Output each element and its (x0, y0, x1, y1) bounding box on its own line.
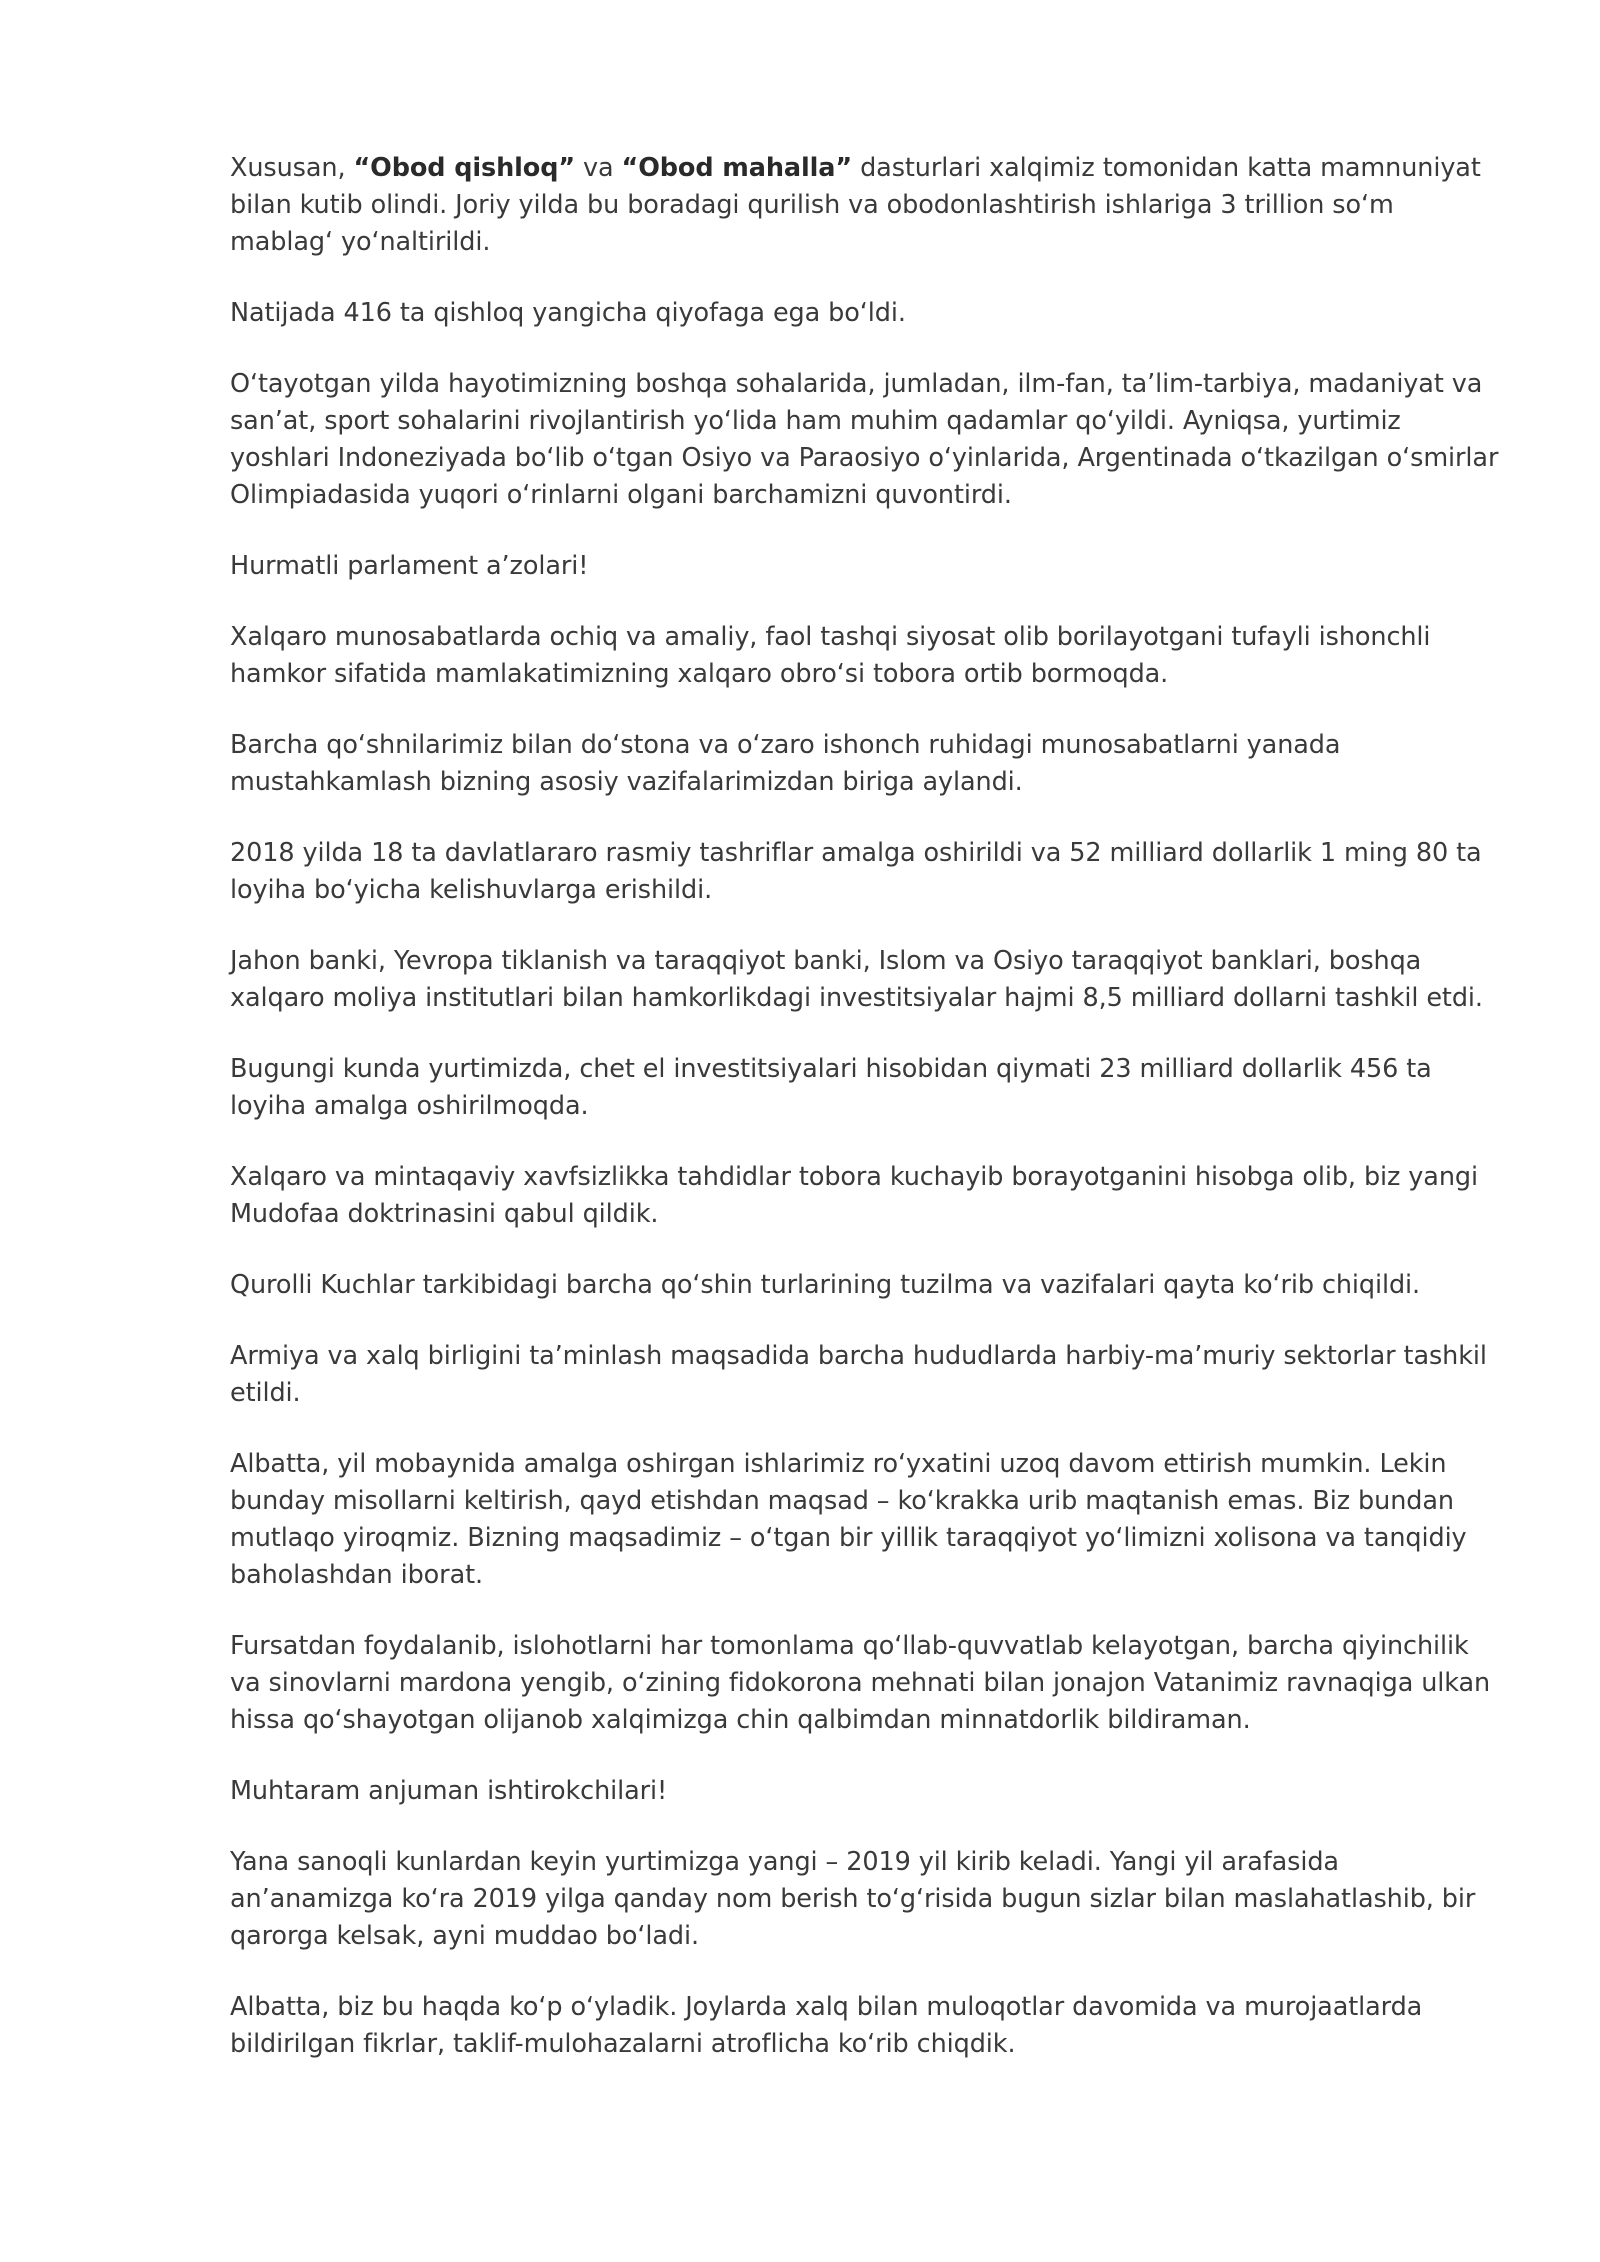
paragraph-11: Qurolli Kuchlar tarkibidagi barcha qo‘shin turlarining tuzilma va vazifalari qayta ko‘rib chiqildi. (230, 1270, 1421, 1300)
paragraph-1-rest: dasturlari xalqimiz tomonidan katta mamnuniyat bilan kutib olindi. Joriy yilda bu boradagi qurilish va obodonlashtirish ishlariga 3 trillion so‘m mablag‘ yo‘naltirildi. (230, 153, 1481, 257)
paragraph-7: 2018 yilda 18 ta davlatlararo rasmiy tashriflar amalga oshirildi va 52 milliard dollarlik 1 ming 80 ta loyiha bo‘yicha kelishuvlarga erishildi. (230, 838, 1482, 905)
paragraph-16: Yana sanoqli kunlardan keyin yurtimizga yangi – 2019 yil kirib keladi. Yangi yil arafasida an’anamizga ko‘ra 2019 yilga qanday nom berish to‘g‘risida bugun sizlar bilan maslahatlashib, bir qarorga kelsak, ayni muddao bo‘ladi. (230, 1847, 1476, 1951)
paragraph-14: Fursatdan foydalanib, islohotlarni har tomonlama qo‘llab-quvvatlab kelayotgan, barcha qiyinchilik va sinovlarni mardona yengib, o‘zining fidokorona mehnati bilan jonajon Vatanimiz ravnaqiga ulkan hissa qo‘shayotgan olijanob xalqimizga chin qalbimdan minnatdorlik bildiraman. (230, 1631, 1491, 1735)
paragraph-10: Xalqaro va mintaqaviy xavfsizlikka tahdidlar tobora kuchayib borayotganini hisobga olib, biz yangi Mudofaa doktrinasini qabul qildik. (230, 1162, 1478, 1229)
paragraph-5: Xalqaro munosabatlarda ochiq va amaliy, faol tashqi siyosat olib borilayotgani tufayli ishonchli hamkor sifatida mamlakatimizning xalqaro obro‘si tobora ortib bormoqda. (230, 622, 1431, 689)
paragraph-1-intro: Xususan, (230, 153, 354, 183)
paragraph-1 (230, 150, 1500, 261)
paragraph-17: Albatta, biz bu haqda ko‘p o‘yladik. Joylarda xalq bilan muloqotlar davomida va murojaatlarda bildirilgan fikrlar, taklif-mulohazalarni atroflicha ko‘rib chiqdik. (230, 1992, 1423, 2059)
paragraph-12: Armiya va xalq birligini ta’minlash maqsadida barcha hududlarda harbiy-ma’muriy sektorlar tashkil etildi. (230, 1341, 1487, 1408)
obod-qishloq-bold: “Obod qishloq” (353, 153, 576, 183)
paragraph-2: Natijada 416 ta qishloq yangicha qiyofaga ega bo‘ldi. (230, 298, 906, 328)
document-body (230, 150, 1500, 2097)
paragraph-3: O‘tayotgan yilda hayotimizning boshqa sohalarida, jumladan, ilm-fan, ta’lim-tarbiya, madaniyat va san’at, sport sohalarini rivojlantirish yo‘lida ham muhim qadamlar qo‘yildi. Ayniqsa, yurtimiz yoshlari Indoneziyada bo‘lib o‘tgan Osiyo va Paraosiyo o‘yinlarida, Argentinada o‘tkazilgan o‘smirlar Olimpiadasida yuqori o‘rinlarni olgani barchamizni quvontirdi. (230, 369, 1499, 510)
obod-mahalla-bold: “Obod mahalla” (621, 153, 853, 183)
paragraph-6: Barcha qo‘shnilarimiz bilan do‘stona va o‘zaro ishonch ruhidagi munosabatlarni yanada mustahkamlash bizning asosiy vazifalarimizdan biriga aylandi. (230, 730, 1341, 797)
paragraph-4-address: Hurmatli parlament a’zolari! (230, 551, 589, 581)
paragraph-9: Bugungi kunda yurtimizda, chet el investitsiyalari hisobidan qiymati 23 milliard dollarlik 456 ta loyiha amalga oshirilmoqda. (230, 1054, 1432, 1121)
paragraph-1-mid: va (575, 153, 622, 183)
paragraph-8: Jahon banki, Yevropa tiklanish va taraqqiyot banki, Islom va Osiyo taraqqiyot banklari, boshqa xalqaro moliya institutlari bilan hamkorlikdagi investitsiyalar hajmi 8,5 milliard dollarni tashkil etdi. (230, 946, 1483, 1013)
paragraph-15-address: Muhtaram anjuman ishtirokchilari! (230, 1776, 668, 1806)
paragraph-13: Albatta, yil mobaynida amalga oshirgan ishlarimiz ro‘yxatini uzoq davom ettirish mumkin. Lekin bunday misollarni keltirish, qayd etishdan maqsad – ko‘krakka urib maqtanish emas. Biz bundan mutlaqo yiroqmiz. Bizning maqsadimiz – o‘tgan bir yillik taraqqiyot yo‘limizni xolisona va tanqidiy baholashdan iborat. (230, 1449, 1467, 1590)
